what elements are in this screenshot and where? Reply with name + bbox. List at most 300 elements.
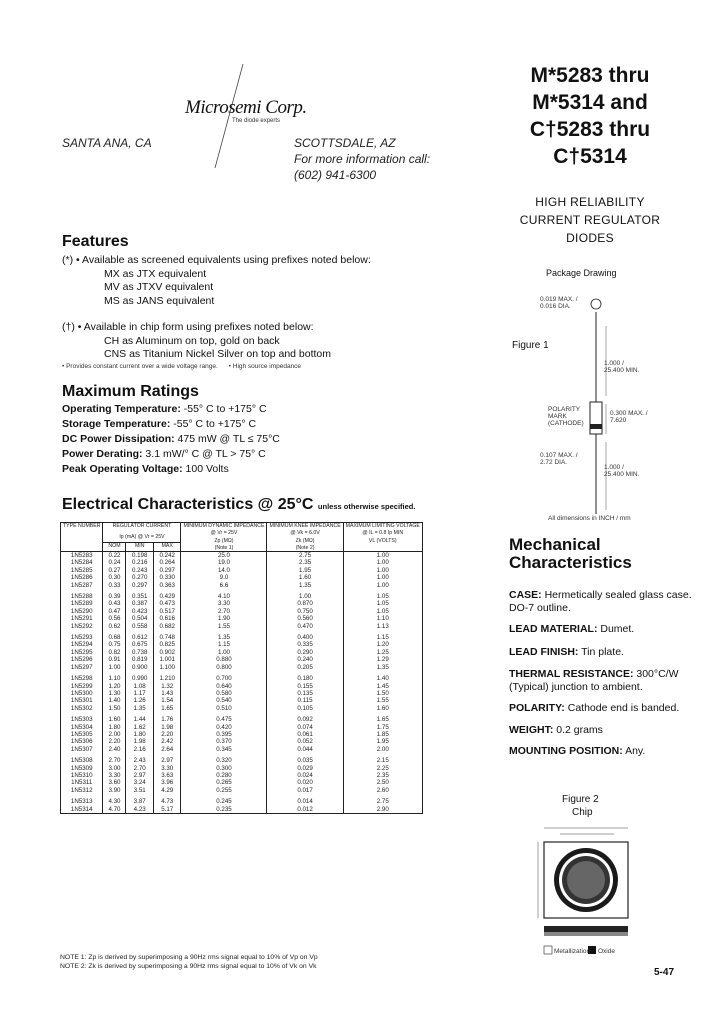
table-cell: 3.60: [103, 779, 126, 786]
table-cell: 3.63: [153, 772, 181, 779]
rating-line: Peak Operating Voltage: 100 Volts: [62, 463, 229, 475]
label-lead-length-2: 1.000 / 25.400 MIN.: [604, 464, 640, 478]
table-cell: 3.87: [126, 798, 154, 805]
electrical-heading: Electrical Characteristics @ 25°C: [62, 496, 314, 513]
table-cell: 1.62: [126, 724, 154, 731]
table-cell: 1N5313: [61, 798, 103, 805]
table-cell: 1N5314: [61, 806, 103, 814]
table-cell: 1N5309: [61, 765, 103, 772]
table-row: [61, 683, 423, 690]
table-cell: 0.300: [181, 765, 267, 772]
table-cell: 1N5307: [61, 746, 103, 753]
table-cell: 0.682: [153, 623, 181, 630]
table-cell: 0.270: [126, 574, 154, 581]
table-cell: 0.825: [153, 641, 181, 648]
table-cell: 2.35: [267, 559, 343, 566]
table-cell: 0.819: [126, 656, 154, 663]
table-cell: 1N5301: [61, 697, 103, 704]
table-cell: 1N5303: [61, 716, 103, 723]
table-cell: 0.243: [126, 567, 154, 574]
diode-body: [590, 402, 602, 434]
table-cell: 2.75: [343, 798, 422, 805]
col-max: MAX: [153, 543, 181, 552]
subtitle-line: DIODES: [566, 231, 614, 245]
col-nom: NOM: [103, 543, 126, 552]
table-cell: 1.00: [343, 567, 422, 574]
table-cell: 0.044: [267, 746, 343, 753]
table-row: [61, 772, 423, 779]
table-cell: 2.97: [153, 757, 181, 764]
table-cell: 4.23: [126, 806, 154, 814]
table-cell: 9.0: [181, 574, 267, 581]
feature-sub-item: CH as Aluminum on top, gold on back: [104, 334, 280, 347]
lead-end-view: [591, 299, 601, 309]
table-cell: 1N5305: [61, 731, 103, 738]
mech-item: MOUNTING POSITION: Any.: [509, 745, 646, 757]
feature-item: (†) • Available in chip form using prefixes noted below:: [62, 321, 314, 333]
table-cell: 1N5287: [61, 582, 103, 589]
electrical-table: [60, 522, 423, 814]
table-cell: 2.70: [103, 757, 126, 764]
table-cell: 1N5294: [61, 641, 103, 648]
table-cell: 0.990: [126, 675, 154, 682]
table-cell: 1.95: [343, 738, 422, 745]
table-cell: 0.255: [181, 787, 267, 794]
table-cell: 1.44: [126, 716, 154, 723]
table-cell: 0.017: [267, 787, 343, 794]
table-cell: 0.135: [267, 690, 343, 697]
table-cell: 1.60: [103, 716, 126, 723]
table-cell: 0.061: [267, 731, 343, 738]
table-cell: 0.115: [267, 697, 343, 704]
table-cell: 1.80: [103, 724, 126, 731]
table-row: [61, 738, 423, 745]
table-cell: 0.400: [267, 634, 343, 641]
table-cell: 4.10: [181, 593, 267, 600]
table-cell: 0.39: [103, 593, 126, 600]
table-cell: 0.235: [181, 806, 267, 814]
table-cell: 1.76: [153, 716, 181, 723]
title-line: M*5314 and: [532, 91, 648, 114]
table-cell: 1N5291: [61, 615, 103, 622]
table-cell: 1.50: [343, 690, 422, 697]
table-cell: 0.675: [126, 641, 154, 648]
table-cell: 1.40: [103, 697, 126, 704]
table-cell: 25.0: [181, 552, 267, 560]
rating-line: Storage Temperature: -55° C to +175° C: [62, 418, 257, 430]
table-row: [61, 641, 423, 648]
table-cell: 3.30: [181, 600, 267, 607]
feature-sub-item: CNS as Titanium Nickel Silver on top and bottom: [104, 348, 332, 360]
table-cell: 0.47: [103, 608, 126, 615]
table-cell: 1.00: [343, 582, 422, 589]
table-row: [61, 608, 423, 615]
title-line: C†5314: [553, 145, 627, 168]
table-cell: 0.320: [181, 757, 267, 764]
table-cell: 1.20: [343, 641, 422, 648]
table-cell: 0.800: [181, 664, 267, 671]
table-cell: 0.748: [153, 634, 181, 641]
label-lead-diameter: 0.019 MAX. / 0.016 DIA.: [540, 296, 578, 310]
table-row: [61, 731, 423, 738]
location-info-line: For more information call:: [294, 152, 431, 166]
table-cell: 0.092: [267, 716, 343, 723]
table-cell: 0.245: [181, 798, 267, 805]
chip-center: [567, 861, 605, 899]
legend-metal-swatch: [544, 946, 552, 954]
table-cell: 2.75: [267, 552, 343, 560]
label-all-dimensions: All dimensions in INCH / mm: [548, 515, 631, 522]
table-cell: 0.242: [153, 552, 181, 560]
table-row: [61, 656, 423, 663]
location-left: SANTA ANA, CA: [62, 136, 152, 150]
page-number: 5-47: [654, 967, 675, 978]
table-cell: 0.216: [126, 559, 154, 566]
table-cell: 0.91: [103, 656, 126, 663]
table-cell: 0.052: [267, 738, 343, 745]
rating-line: DC Power Dissipation: 475 mW @ TL ≤ 75°C: [62, 433, 280, 445]
table-cell: 3.90: [103, 787, 126, 794]
table-cell: 0.24: [103, 559, 126, 566]
table-cell: 1.35: [126, 705, 154, 712]
table-cell: 0.264: [153, 559, 181, 566]
table-cell: 2.90: [343, 806, 422, 814]
table-cell: 2.00: [343, 746, 422, 753]
table-cell: 0.27: [103, 567, 126, 574]
table-cell: 1N5308: [61, 757, 103, 764]
table-cell: 1.75: [343, 724, 422, 731]
chip-side-view: [544, 926, 628, 932]
feature-item: (*) • Available as screened equivalents using prefixes noted below:: [62, 254, 371, 266]
table-cell: 0.510: [181, 705, 267, 712]
table-row: [61, 705, 423, 712]
chip-caption: Chip: [572, 807, 593, 818]
package-heading: Package Drawing: [546, 268, 617, 278]
table-cell: 0.470: [267, 623, 343, 630]
table-cell: 1.29: [343, 656, 422, 663]
rating-line: Power Derating: 3.1 mW/° C @ TL > 75° C: [62, 448, 266, 460]
table-cell: 2.42: [153, 738, 181, 745]
table-cell: 1.32: [153, 683, 181, 690]
col-impedance: MINIMUM DYNAMIC IMPEDANCE @ Vr = 25V Zp (MΩ) (Note 1): [181, 523, 267, 552]
table-cell: 1N5312: [61, 787, 103, 794]
table-cell: 0.420: [181, 724, 267, 731]
table-cell: 0.105: [267, 705, 343, 712]
electrical-heading-row: [62, 496, 415, 514]
table-cell: 0.68: [103, 634, 126, 641]
table-cell: 1.001: [153, 656, 181, 663]
label-polarity: POLARITY MARK (CATHODE): [548, 406, 584, 427]
table-cell: 1.65: [343, 716, 422, 723]
table-cell: 3.30: [103, 772, 126, 779]
table-cell: 0.280: [181, 772, 267, 779]
document-title: [505, 62, 675, 170]
table-row: [61, 757, 423, 764]
table-cell: 0.024: [267, 772, 343, 779]
rating-line: Operating Temperature: -55° C to +175° C: [62, 403, 267, 415]
max-ratings-heading: Maximum Ratings: [62, 383, 199, 400]
col-regulator: REGULATOR CURRENT Ip (mA) @ Vr = 25V: [103, 523, 181, 543]
mech-item: WEIGHT: 0.2 grams: [509, 723, 603, 736]
note-2: NOTE 2: Zk is derived by superimposing a 90Hz rms signal equal to 10% of Vk on Vk: [60, 963, 317, 970]
table-cell: 1.40: [343, 675, 422, 682]
mech-item: THERMAL RESISTANCE: 300°C/W (Typical) junction to ambient.: [509, 668, 679, 693]
feature-sub-item: MX as JTX equivalent: [104, 267, 207, 280]
table-cell: 1N5297: [61, 664, 103, 671]
table-cell: 0.290: [267, 649, 343, 656]
col-min: MIN: [126, 543, 154, 552]
table-cell: 0.30: [103, 574, 126, 581]
table-cell: 4.29: [153, 787, 181, 794]
feature-sub-list: [62, 335, 482, 362]
table-cell: 0.265: [181, 779, 267, 786]
table-cell: 6.6: [181, 582, 267, 589]
title-line: C†5283 thru: [529, 118, 651, 141]
table-cell: 1.43: [153, 690, 181, 697]
table-cell: 1.00: [181, 649, 267, 656]
table-row: [61, 552, 423, 560]
table-cell: 0.880: [181, 656, 267, 663]
table-cell: 1.98: [153, 724, 181, 731]
table-cell: 0.335: [267, 641, 343, 648]
feature-bullets: • Provides constant current over a wide voltage range. • High source impedance: [62, 363, 302, 370]
table-cell: 0.558: [126, 623, 154, 630]
table-row: [61, 567, 423, 574]
table-row: [61, 779, 423, 786]
table-cell: 0.612: [126, 634, 154, 641]
table-cell: 1.13: [343, 623, 422, 630]
note-1: NOTE 1: Zp is derived by superimposing a 90Hz rms signal equal to 10% of Vp on Vp: [60, 954, 318, 961]
table-row: [61, 623, 423, 630]
table-cell: 2.60: [343, 787, 422, 794]
table-row: [61, 664, 423, 671]
table-cell: 1N5311: [61, 779, 103, 786]
feature-sub-item: MS as JANS equivalent: [104, 294, 215, 307]
company-logo: Microsemi Corp.: [185, 97, 307, 118]
table-cell: 2.70: [181, 608, 267, 615]
table-cell: 0.297: [126, 582, 154, 589]
table-cell: 0.540: [181, 697, 267, 704]
table-cell: 3.24: [126, 779, 154, 786]
table-row: [61, 582, 423, 589]
table-cell: 0.43: [103, 600, 126, 607]
table-cell: 0.345: [181, 746, 267, 753]
table-cell: 0.198: [126, 552, 154, 560]
features-heading: Features: [62, 233, 129, 250]
table-cell: 0.475: [181, 716, 267, 723]
table-cell: 1.54: [153, 697, 181, 704]
table-cell: 1.15: [181, 641, 267, 648]
table-row: [61, 765, 423, 772]
table-cell: 1N5310: [61, 772, 103, 779]
table-cell: 0.351: [126, 593, 154, 600]
feature-sub-list: [62, 268, 482, 309]
table-cell: 1N5295: [61, 649, 103, 656]
table-cell: 5.17: [153, 806, 181, 814]
table-cell: 2.20: [103, 738, 126, 745]
table-cell: 3.51: [126, 787, 154, 794]
subtitle-line: HIGH RELIABILITY: [535, 195, 645, 209]
table-cell: 0.370: [181, 738, 267, 745]
table-cell: 1N5290: [61, 608, 103, 615]
table-cell: 1.95: [267, 567, 343, 574]
table-cell: 1.26: [126, 697, 154, 704]
table-cell: 2.15: [343, 757, 422, 764]
mechanical-heading: Mechanical Characteristics: [509, 535, 632, 572]
table-row: [61, 806, 423, 814]
figure-2-label: Figure 2: [562, 794, 599, 805]
table-row: [61, 798, 423, 805]
table-cell: 1N5304: [61, 724, 103, 731]
table-row: [61, 615, 423, 622]
title-line: M*5283 thru: [530, 64, 650, 87]
table-cell: 2.50: [343, 779, 422, 786]
table-cell: 1.55: [343, 697, 422, 704]
table-cell: 1N5283: [61, 552, 103, 560]
label-lead-length: 1.000 / 25.400 MIN.: [604, 360, 640, 374]
table-cell: 0.205: [267, 664, 343, 671]
table-cell: 0.473: [153, 600, 181, 607]
mech-item: LEAD MATERIAL: Dumet.: [509, 623, 635, 635]
table-cell: 1N5300: [61, 690, 103, 697]
table-cell: 1.30: [103, 690, 126, 697]
col-type: TYPE NUMBER: [61, 523, 103, 552]
table-cell: 1.85: [343, 731, 422, 738]
table-row: [61, 697, 423, 704]
table-cell: 1N5306: [61, 738, 103, 745]
table-cell: 1.00: [343, 552, 422, 560]
table-cell: 1.100: [153, 664, 181, 671]
table-cell: 0.738: [126, 649, 154, 656]
table-cell: 1N5284: [61, 559, 103, 566]
table-cell: 2.00: [103, 731, 126, 738]
table-cell: 0.297: [153, 567, 181, 574]
table-cell: 1.10: [343, 615, 422, 622]
table-cell: 14.0: [181, 567, 267, 574]
table-cell: 2.35: [343, 772, 422, 779]
table-cell: 0.700: [181, 675, 267, 682]
table-cell: 0.902: [153, 649, 181, 656]
table-cell: 0.870: [267, 600, 343, 607]
table-cell: 1N5298: [61, 675, 103, 682]
table-row: [61, 787, 423, 794]
table-cell: 1N5299: [61, 683, 103, 690]
table-cell: 1N5292: [61, 623, 103, 630]
table-cell: 1.00: [267, 593, 343, 600]
table-cell: 0.75: [103, 641, 126, 648]
table-cell: 1.00: [103, 664, 126, 671]
table-cell: 0.029: [267, 765, 343, 772]
table-notes: [60, 953, 318, 971]
table-cell: 0.035: [267, 757, 343, 764]
features-section: [62, 254, 482, 362]
table-cell: 0.429: [153, 593, 181, 600]
location-city: SCOTTSDALE, AZ: [294, 136, 396, 150]
table-row: [61, 746, 423, 753]
company-tagline: The diode experts: [232, 118, 281, 124]
max-ratings-list: [62, 402, 280, 477]
table-row: [61, 724, 423, 731]
table-cell: 3.00: [103, 765, 126, 772]
table-cell: 1.45: [343, 683, 422, 690]
table-cell: 0.330: [153, 574, 181, 581]
table-cell: 0.387: [126, 600, 154, 607]
electrical-table-body: [61, 552, 423, 814]
table-cell: 1.90: [181, 615, 267, 622]
mech-item: POLARITY: Cathode end is banded.: [509, 702, 680, 714]
table-cell: 1.00: [343, 574, 422, 581]
table-cell: 1.65: [153, 705, 181, 712]
legend-oxide: Oxide: [598, 948, 615, 955]
table-cell: 0.517: [153, 608, 181, 615]
table-cell: 2.70: [126, 765, 154, 772]
table-cell: 1.210: [153, 675, 181, 682]
table-cell: 0.423: [126, 608, 154, 615]
table-cell: 0.504: [126, 615, 154, 622]
location-phone: (602) 941-6300: [294, 168, 377, 182]
table-cell: 1N5302: [61, 705, 103, 712]
table-cell: 1.05: [343, 608, 422, 615]
table-cell: 1N5288: [61, 593, 103, 600]
table-cell: 2.64: [153, 746, 181, 753]
table-cell: 1.17: [126, 690, 154, 697]
table-cell: 0.240: [267, 656, 343, 663]
table-row: [61, 559, 423, 566]
table-cell: 3.30: [153, 765, 181, 772]
table-cell: 0.62: [103, 623, 126, 630]
table-cell: 0.074: [267, 724, 343, 731]
table-cell: 1.50: [103, 705, 126, 712]
label-body-length: 0.300 MAX. / 7.620: [610, 410, 648, 424]
table-cell: 4.70: [103, 806, 126, 814]
table-row: [61, 690, 423, 697]
table-cell: 0.395: [181, 731, 267, 738]
table-cell: 0.014: [267, 798, 343, 805]
table-cell: 1.35: [181, 634, 267, 641]
table-cell: 1.55: [181, 623, 267, 630]
figure-1-label: Figure 1: [512, 340, 549, 351]
table-row: [61, 634, 423, 641]
table-cell: 1N5289: [61, 600, 103, 607]
label-body-diameter: 0.107 MAX. / 2.72 DIA.: [540, 452, 578, 466]
table-cell: 0.012: [267, 806, 343, 814]
mechanical-list: [509, 589, 699, 758]
feature-sub-item: MV as JTXV equivalent: [104, 281, 214, 293]
table-cell: 1.60: [343, 705, 422, 712]
table-cell: 2.43: [126, 757, 154, 764]
table-row: [61, 649, 423, 656]
table-cell: 0.22: [103, 552, 126, 560]
location-right: [294, 135, 430, 183]
table-cell: 1.20: [103, 683, 126, 690]
table-cell: 19.0: [181, 559, 267, 566]
table-row: [61, 574, 423, 581]
table-cell: 0.616: [153, 615, 181, 622]
table-cell: 0.900: [126, 664, 154, 671]
table-cell: 0.560: [267, 615, 343, 622]
table-cell: 2.20: [153, 731, 181, 738]
table-cell: 1N5286: [61, 574, 103, 581]
electrical-qualifier: unless otherwise specified.: [317, 502, 416, 511]
cathode-band: [590, 424, 602, 429]
mech-item: LEAD FINISH: Tin plate.: [509, 645, 624, 658]
table-cell: 3.96: [153, 779, 181, 786]
legend-metallization: Metallization: [554, 948, 591, 955]
table-cell: 0.363: [153, 582, 181, 589]
table-cell: 0.020: [267, 779, 343, 786]
table-cell: 1.98: [126, 738, 154, 745]
table-cell: 1.35: [343, 664, 422, 671]
